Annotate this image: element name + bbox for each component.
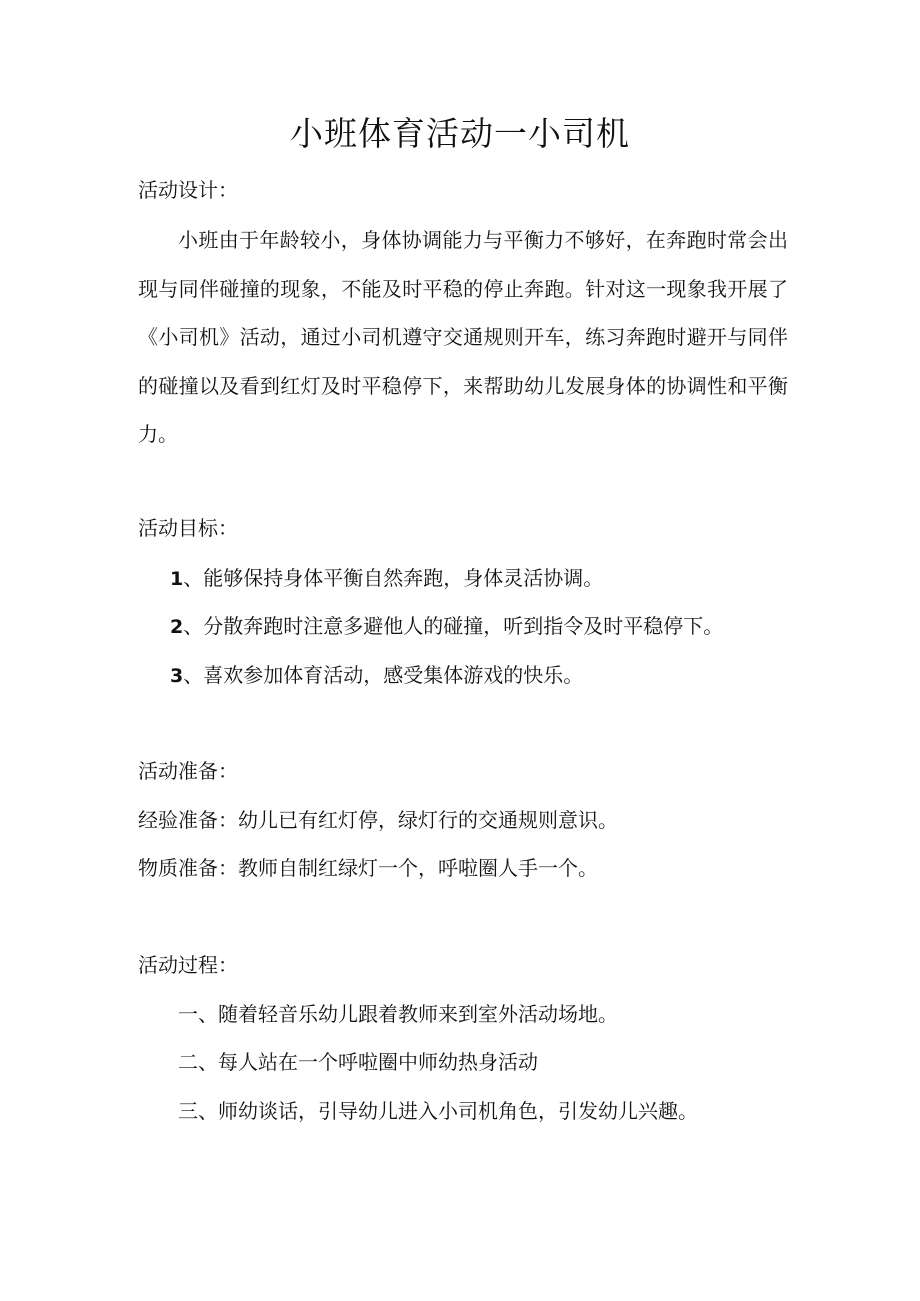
process-step-2: 二、每人站在一个呼啦圈中师幼热身活动 [178,1050,538,1074]
experience-preparation: 经验准备：幼儿已有红灯停，绿灯行的交通规则意识。 [138,808,618,832]
process-step-1: 一、随着轻音乐幼儿跟着教师来到室外活动场地。 [178,1002,618,1026]
goal-item-3 [170,661,583,690]
process-heading: 活动过程： [138,953,238,977]
material-preparation: 物质准备：教师自制红绿灯一个，呼啦圈人手一个。 [138,856,598,880]
goal-text: 、能够保持身体平衡自然奔跑，身体灵活协调。 [183,566,604,590]
goal-number: 3 [170,665,184,687]
design-heading: 活动设计： [138,178,238,202]
goal-item-1 [170,564,603,593]
process-step-3: 三、师幼谈话，引导幼儿进入小司机角色，引发幼儿兴趣。 [178,1099,698,1123]
design-paragraph: 小班由于年龄较小，身体协调能力与平衡力不够好，在奔跑时常会出现与同伴碰撞的现象，不能及时平稳的停止奔跑。针对这一现象我开展了《小司机》活动，通过小司机遵守交通规则开车，练习奔跑时避开与同伴的碰撞以及看到红灯及时平稳停下，来帮助幼儿发展身体的协调性和平衡力。 [138,228,788,446]
page-title: 小班体育活动一小司机 [290,114,630,153]
goal-text: 、分散奔跑时注意多避他人的碰撞，听到指令及时平稳停下。 [183,614,724,638]
goal-text: 、喜欢参加体育活动，感受集体游戏的快乐。 [183,663,584,687]
goals-heading: 活动目标： [138,516,238,540]
goal-item-2 [170,612,723,641]
goal-number: 2 [170,616,184,638]
goal-number: 1 [170,568,184,590]
preparation-heading: 活动准备： [138,759,238,783]
